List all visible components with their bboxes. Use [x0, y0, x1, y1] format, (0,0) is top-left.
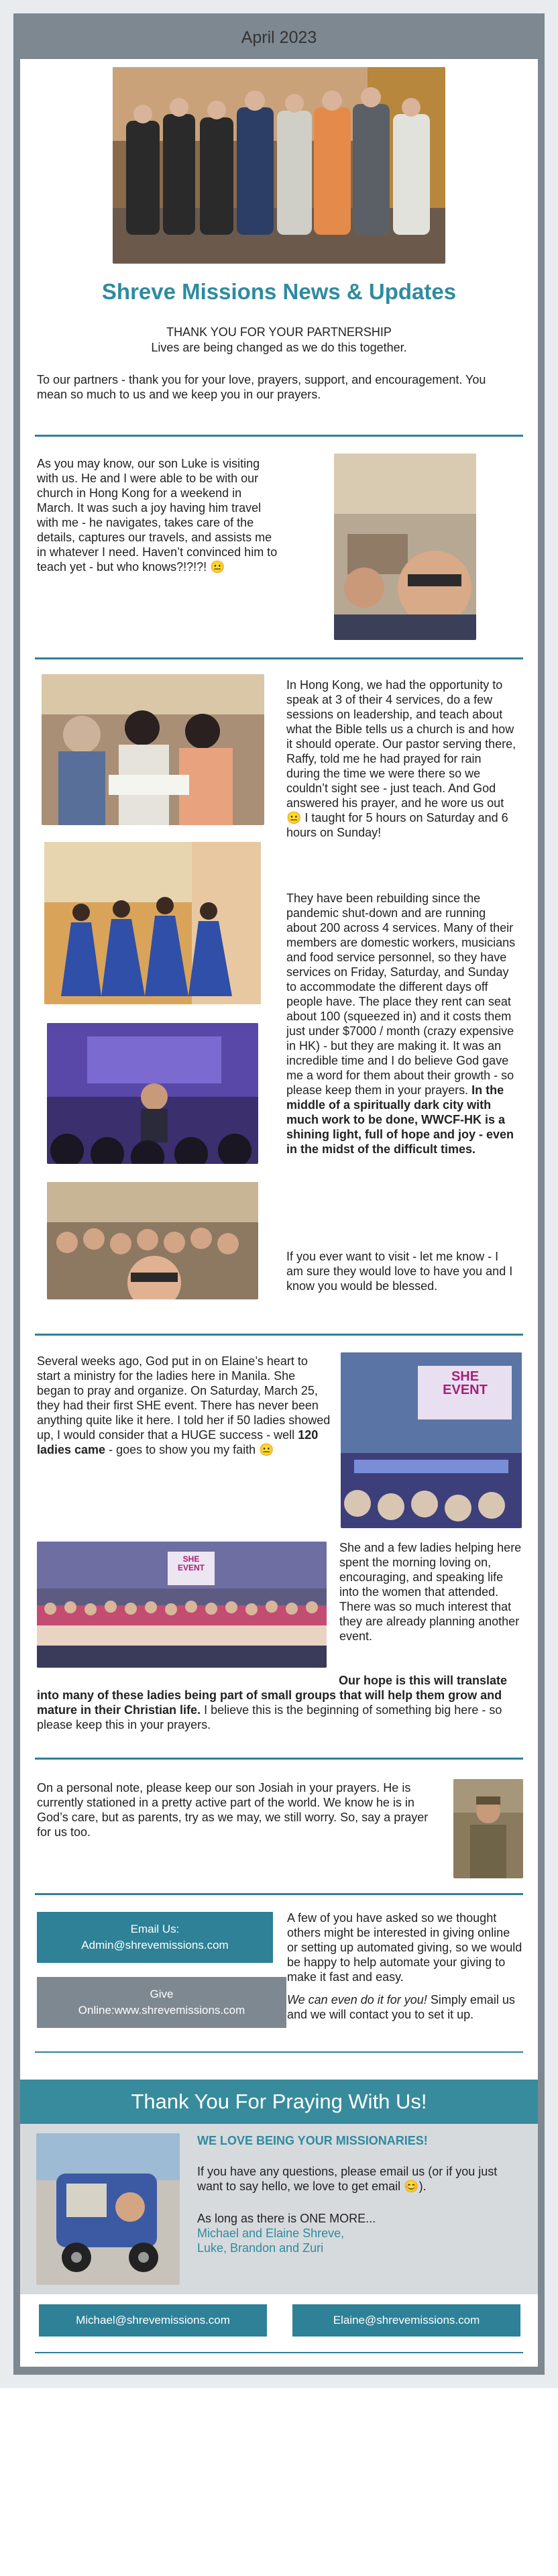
she-paragraph-text: Several weeks ago, God put in on Elaine’s heart to start a ministry for the ladies here in Manila. She began to pray and organize. On Saturday, March 25, they had their first SHE event. There has never been anything quite like it here. I told her if 50 ladies showed up, I would consider that a HUGE success - well — [37, 1354, 331, 1442]
hongkong-leadership-session-photo — [42, 674, 264, 825]
she-paragraph-2-side: She and a few ladies helping here spent the morning loving on, encouraging, and speaking life into the women that attended. There was so much interest that they are already planning another event. — [339, 1541, 522, 1643]
giving-paragraph-text: A few of you have asked so we thought others might be interested in giving online or setting up automated giving, so we would be happy to help automate your giving to make it fast and easy. — [287, 1911, 522, 1984]
hongkong-paragraph-2-bold: In the middle of a spiritually dark city with much work to be done, WWCF-HK is a shining light, full of hope and joy - even in the midst of the difficult times. — [286, 1083, 514, 1156]
section-divider — [35, 435, 523, 437]
she-slide-title: SHE EVENT — [443, 1369, 488, 1397]
thanks-line-1: THANK YOU FOR YOUR PARTNERSHIP — [166, 325, 392, 339]
hongkong-paragraph-1: In Hong Kong, we had the opportunity to speak at 3 of their 4 services, do a few sessions on leadership, and teach about what the Bible tells us a church is and how it should operate. Our pastor serving there, Raffy, told me he had prayed for rain during the time we were there so we couldn’t sight see - just teach. And God answered his prayer, and he wore us out 😐 I taught for 5 hours on Saturday and 6 hours on Sunday! — [286, 678, 516, 839]
tricycle-family-photo — [36, 2133, 180, 2285]
luke-paragraph: As you may know, our son Luke is visiting with us. He and I were able to be with our church in Hong Kong for a weekend in March. It was such a joy having him travel with me - he navigates, takes care of the details, captures our travels, and assists me in whatever I need. Haven’t convinced him to teach yet - but who knows?!?!?! 😐 — [37, 457, 278, 574]
josiah-paragraph: On a personal note, please keep our son Josiah in your prayers. He is currently stationed in a pretty active part of the world. We know he is in God’s care, but as parents, try as we may, we still worry. So, say a prayer for us too. — [37, 1781, 429, 1839]
section-divider — [35, 1893, 523, 1895]
thank-you-paragraph-2: As long as there is ONE MORE... — [197, 2212, 376, 2225]
hongkong-paragraph-3: If you ever want to visit - let me know - I am sure they would love to have you and I know you would be blessed. — [286, 1250, 513, 1293]
she-paragraph-tail: - goes to show you my faith 😐 — [109, 1443, 274, 1456]
hongkong-congregation-selfie-photo — [47, 1182, 258, 1299]
giving-paragraph-italic: We can even do it for you! — [287, 1993, 427, 2006]
section-divider — [35, 2352, 523, 2353]
month-header: April 2023 — [241, 28, 317, 47]
luke-selfie-photo — [334, 453, 476, 640]
elaine-email-button[interactable]: Elaine@shrevemissions.com — [292, 2304, 520, 2337]
section-divider — [35, 2051, 523, 2053]
giving-paragraph — [287, 1911, 523, 2022]
newsletter-title: Shreve Missions News & Updates — [101, 279, 457, 304]
she-event-group-photo — [37, 1542, 327, 1668]
thank-you-heading: WE LOVE BEING YOUR MISSIONARIES! — [197, 2134, 428, 2147]
she-paragraph-2-full — [37, 1673, 520, 1732]
giving-paragraph-tail: Simply email us and we will contact you to set it up. — [287, 1993, 515, 2021]
josiah-photo — [453, 1779, 523, 1878]
thanks-line-2: Lives are being changed as we do this together. — [151, 341, 407, 354]
she-paragraph-bold: 120 ladies came — [37, 1428, 319, 1456]
she-paragraph — [37, 1354, 332, 1457]
email-us-button[interactable]: Email Us: Admin@shrevemissions.com — [37, 1912, 273, 1963]
intro-paragraph: To our partners - thank you for your love, prayers, support, and encouragement. You mean so much to us and we keep you in our prayers. — [37, 373, 486, 401]
thank-you-paragraph-1: If you have any questions, please email us (or if you just want to say hello, we love to get email 😊). — [197, 2165, 498, 2193]
section-divider — [35, 1758, 523, 1760]
hongkong-dance-photo — [44, 842, 261, 1004]
hongkong-worship-stage-photo — [47, 1023, 258, 1164]
michael-email-button[interactable]: Michael@shrevemissions.com — [39, 2304, 267, 2337]
she-group-slide-title: SHE EVENT — [177, 1554, 205, 1572]
section-divider — [35, 1334, 523, 1336]
hongkong-paragraph-2-text: They have been rebuilding since the pandemic shut-down and are running about 200 across 4 services. Many of their members are domestic workers, musicians and food service personnel, so they have services on Friday, Saturday, and Sunday to accommodate the different days off people have. The place they rent can seat about 100 (squeezed in) and it costs them just under $7000 / month (crazy expensive in HK) - but they are making it. It was an incredible time and I do believe God gave me a word for them about their growth - so please keep them in your prayers. — [286, 892, 516, 1097]
she-paragraph-2-tail: I believe this is the beginning of something big here - so please keep this in your prayers. — [37, 1703, 502, 1731]
giving-paragraph-second — [287, 1992, 523, 2022]
hongkong-paragraph-2 — [286, 891, 518, 1157]
thank-you-signature-1: Michael and Elaine Shreve, — [197, 2226, 345, 2240]
give-online-button[interactable]: Give Online:www.shrevemissions.com — [37, 1977, 286, 2028]
thank-you-banner: Thank You For Praying With Us! — [20, 2080, 538, 2124]
thank-you-signature-2: Luke, Brandon and Zuri — [197, 2241, 324, 2255]
hero-group-photo — [113, 67, 445, 264]
section-divider — [35, 657, 523, 659]
she-paragraph-2-bold: Our hope is this will translate into many of these ladies being part of small groups that will help them grow and mature in their Christian life. — [37, 1674, 508, 1717]
she-event-stage-photo — [341, 1352, 522, 1528]
